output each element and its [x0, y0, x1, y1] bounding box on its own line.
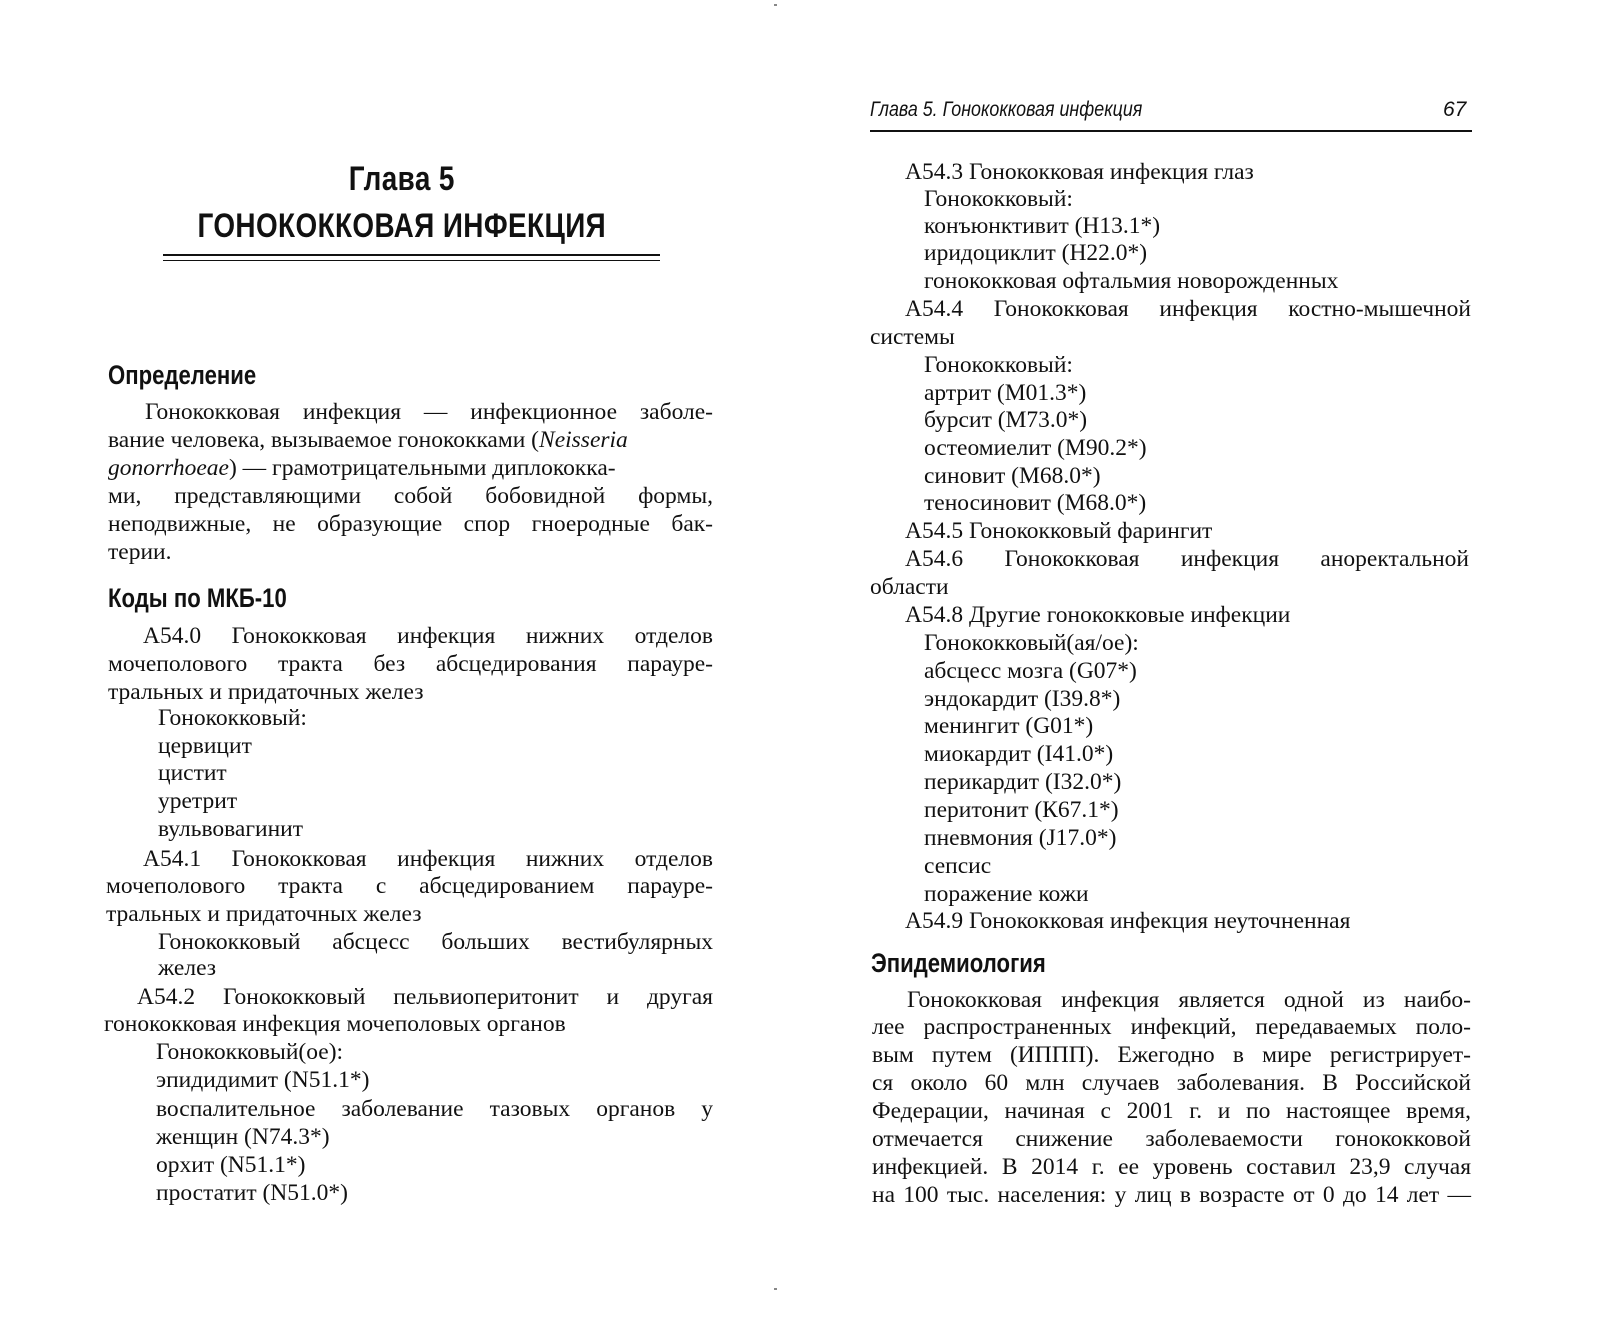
icd-subitem: цервицит: [158, 733, 252, 759]
icd-code-line: А54.6 Гонококковая инфекция аноректальной: [905, 546, 1469, 572]
icd-subitem: иридоциклит (Н22.0*): [924, 240, 1148, 266]
paragraph-line: лее распространенных инфекций, передаваемых поло-: [872, 1014, 1471, 1040]
icd-code-line: мочеполового тракта с абсцедированием парауре-: [106, 873, 713, 899]
header-rule: [870, 130, 1472, 132]
icd-subitem: Гонококковый(ая/ое):: [924, 630, 1139, 656]
paragraph-line: Гонококковая инфекция является одной из наибо-: [907, 987, 1471, 1013]
scan-speck: [774, 1288, 777, 1290]
section-heading-epidemiology: Эпидемиология: [871, 948, 1046, 978]
icd-subitem: Гонококковый:: [924, 186, 1073, 212]
paragraph-line: Федерации, начиная с 2001 г. и по настоящее время,: [872, 1098, 1471, 1124]
icd-subitem: уретрит: [158, 788, 238, 814]
icd-subitem: орхит (N51.1*): [156, 1152, 306, 1178]
paragraph-line: ми, представляющими собой бобовидной формы,: [108, 483, 713, 509]
icd-code-line: тральных и придаточных желез: [108, 679, 424, 705]
icd-subitem: абсцесс мозга (G07*): [924, 658, 1137, 684]
page-number: 67: [1443, 98, 1467, 121]
left-page: [0, 0, 800, 1318]
chapter-title: ГОНОКОККОВАЯ ИНФЕКЦИЯ: [197, 207, 607, 245]
icd-subitem: простатит (N51.0*): [156, 1180, 348, 1206]
icd-subitem: Гонококковый:: [924, 352, 1073, 378]
icd-subitem: перикардит (I32.0*): [924, 769, 1122, 795]
icd-subitem: остеомиелит (М90.2*): [924, 435, 1147, 461]
paragraph-line: ся около 60 млн случаев заболевания. В Российской: [872, 1070, 1471, 1096]
paragraph-line: на 100 тыс. населения: у лиц в возрасте от 0 до 14 лет —: [872, 1182, 1471, 1208]
icd-subitem: Гонококковый(ое):: [156, 1039, 344, 1065]
paragraph-line: Гонококковая инфекция — инфекционное заболе-: [145, 399, 713, 425]
icd-code-line: А54.0 Гонококковая инфекция нижних отделов: [143, 623, 713, 649]
paragraph-line: gonorrhoeae) — грамотрицательными диплококка-: [108, 455, 616, 481]
paragraph-line: инфекцией. В 2014 г. ее уровень составил 23,9 случая: [872, 1154, 1471, 1180]
icd-subitem: бурсит (М73.0*): [924, 407, 1088, 433]
icd-subitem: конъюнктивит (Н13.1*): [924, 213, 1161, 239]
section-heading-icd: Коды по МКБ-10: [108, 583, 287, 613]
paragraph-line: отмечается снижение заболеваемости гонококковой: [872, 1126, 1471, 1152]
icd-subitem: женщин (N74.3*): [156, 1124, 330, 1150]
scan-speck: [774, 4, 777, 6]
icd-subitem: сепсис: [924, 853, 992, 879]
icd-subitem: поражение кожи: [924, 881, 1089, 907]
right-page: [800, 0, 1601, 1318]
icd-code-line: А54.2 Гонококковый пельвиоперитонит и другая: [137, 984, 713, 1010]
icd-subitem: эндокардит (I39.8*): [924, 686, 1121, 712]
icd-subitem: цистит: [158, 760, 227, 786]
icd-code-line: мочеполового тракта без абсцедирования парауре-: [108, 651, 713, 677]
icd-code-line: А54.5 Гонококковый фарингит: [905, 518, 1213, 544]
icd-code-line: системы: [870, 324, 955, 350]
chapter-number: Глава 5: [348, 160, 455, 198]
icd-subitem: вульвовагинит: [158, 816, 303, 842]
paragraph-line: неподвижные, не образующие спор гноеродные бак-: [108, 511, 713, 537]
icd-subitem: Гонококковый:: [158, 705, 307, 731]
icd-subitem: Гонококковый абсцесс больших вестибулярных: [158, 929, 713, 955]
icd-subitem: миокардит (I41.0*): [924, 741, 1114, 767]
icd-subitem: пневмония (J17.0*): [924, 825, 1117, 851]
paragraph-line: вым путем (ИППП). Ежегодно в мире регистрирует-: [872, 1042, 1471, 1068]
icd-subitem: артрит (М01.3*): [924, 380, 1087, 406]
icd-code-line: А54.9 Гонококковая инфекция неуточненная: [905, 908, 1351, 934]
icd-code-line: тральных и придаточных желез: [106, 901, 422, 927]
icd-subitem: гонококковая офтальмия новорожденных: [924, 268, 1339, 294]
icd-subitem: теносиновит (М68.0*): [924, 490, 1147, 516]
icd-subitem: перитонит (К67.1*): [924, 797, 1119, 823]
section-heading-definition: Определение: [108, 360, 257, 390]
icd-code-line: А54.1 Гонококковая инфекция нижних отделов: [143, 846, 713, 872]
icd-subitem: эпидидимит (N51.1*): [156, 1067, 370, 1093]
running-title: Глава 5. Гонококковая инфекция: [870, 98, 1143, 121]
icd-code-line: гонококковая инфекция мочеполовых органов: [104, 1011, 566, 1037]
paragraph-line: вание человека, вызываемое гонококками (Neisseria: [108, 427, 628, 453]
icd-code-line: А54.3 Гонококковая инфекция глаз: [905, 159, 1254, 185]
icd-subitem: желез: [158, 955, 217, 981]
icd-code-line: А54.4 Гонококковая инфекция костно-мышечной: [905, 296, 1471, 322]
icd-code-line: области: [870, 574, 949, 600]
icd-subitem: синовит (М68.0*): [924, 463, 1101, 489]
title-double-rule: [163, 254, 660, 261]
icd-code-line: А54.8 Другие гонококковые инфекции: [905, 602, 1291, 628]
paragraph-line: терии.: [108, 539, 172, 565]
icd-subitem: воспалительное заболевание тазовых органов у: [156, 1096, 713, 1122]
icd-subitem: менингит (G01*): [924, 713, 1094, 739]
